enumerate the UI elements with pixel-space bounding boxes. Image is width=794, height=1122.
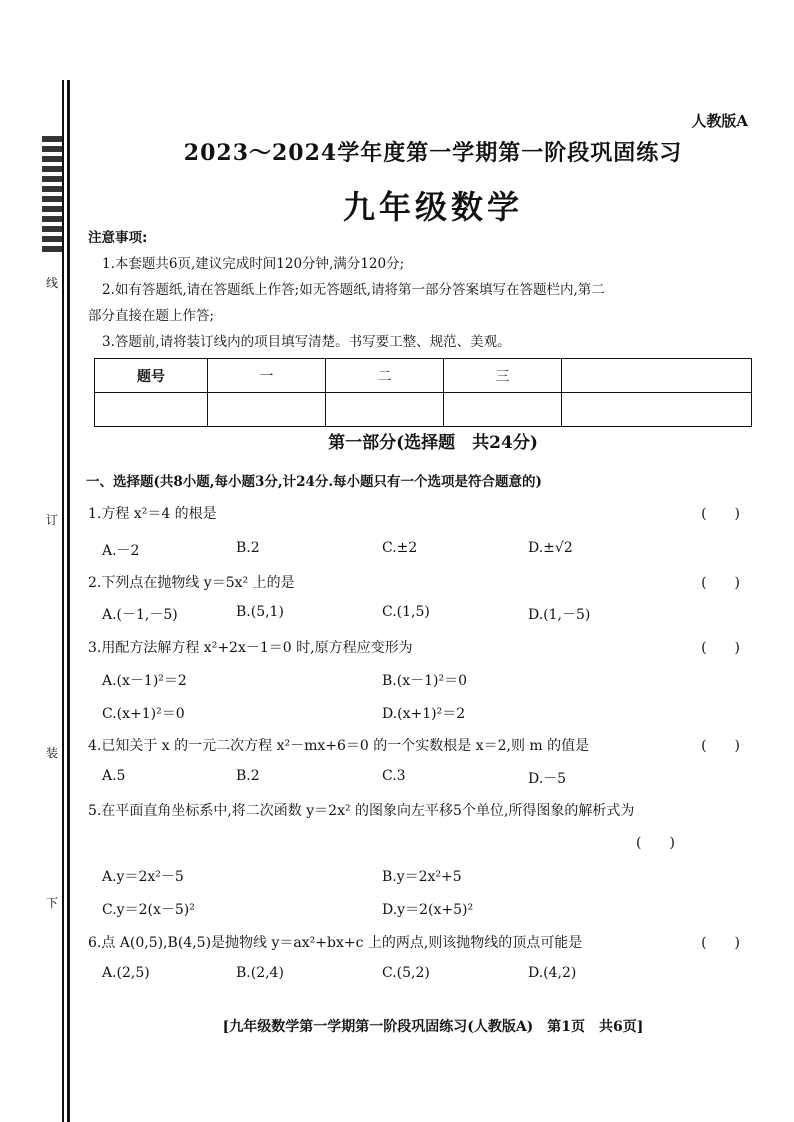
margin-char-xian: 线: [46, 276, 59, 290]
answer-paren[interactable]: ( ): [701, 935, 740, 951]
option-c[interactable]: C.(1,5): [382, 604, 430, 620]
option-a[interactable]: A.－2: [102, 543, 140, 559]
option-d[interactable]: D.±√2: [528, 540, 573, 556]
score-header-cell: 题号: [95, 359, 208, 393]
page-footer: [九年级数学第一学期第一阶段巩固练习(人教版A) 第1页 共6页]: [222, 1019, 644, 1035]
score-table-header: [95, 359, 752, 393]
option-b[interactable]: B.(2,4): [236, 965, 284, 981]
answer-paren[interactable]: ( ): [701, 640, 740, 656]
option-a[interactable]: A.(－1,－5): [102, 607, 178, 623]
answer-paren[interactable]: ( ): [701, 575, 740, 591]
exam-title: 2023～2024学年度第一学期第一阶段巩固练习: [183, 140, 683, 166]
question-stem: 5.在平面直角坐标系中,将二次函数 y＝2x² 的图象向左平移5个单位,所得图象的解析式为: [88, 803, 635, 819]
notice-item-2: 2.如有答题纸,请在答题纸上作答;如无答题纸,请将第一部分答案填写在答题栏内,第二: [102, 282, 605, 298]
option-d[interactable]: D.(4,2): [528, 965, 577, 981]
question-stem: 1.方程 x²＝4 的根是: [88, 506, 217, 522]
score-cell[interactable]: [208, 393, 326, 427]
question-stem: 4.已知关于 x 的一元二次方程 x²－mx+6＝0 的一个实数根是 x＝2,则 m 的值是: [88, 738, 590, 754]
answer-paren[interactable]: ( ): [636, 835, 675, 851]
option-d[interactable]: D.(1,－5): [528, 607, 591, 623]
part-title: 第一部分(选择题 共24分): [328, 433, 538, 453]
notice-item-3: 3.答题前,请将装订线内的项目填写清楚。书写要工整、规范、美观。: [102, 334, 511, 350]
binding-line-outer: [62, 80, 64, 1122]
option-c[interactable]: C.(x+1)²＝0: [102, 706, 185, 722]
option-d[interactable]: D.－5: [528, 771, 567, 787]
question-stem: 2.下列点在抛物线 y＝5x² 上的是: [88, 575, 295, 591]
option-c[interactable]: C.(5,2): [382, 965, 430, 981]
binding-line-inner: [67, 80, 70, 1122]
option-d[interactable]: D.y＝2(x+5)²: [382, 902, 474, 918]
option-d[interactable]: D.(x+1)²＝2: [382, 706, 466, 722]
notice-item-2-cont: 部分直接在题上作答;: [88, 308, 215, 324]
section-description: 一、选择题(共8小题,每小题3分,计24分.每小题只有一个选项是符合题意的): [86, 474, 542, 490]
option-b[interactable]: B.(5,1): [236, 604, 284, 620]
notice-heading: 注意事项:: [88, 230, 148, 246]
score-cell[interactable]: [444, 393, 562, 427]
score-table: [94, 358, 752, 427]
qr-code-icon: [42, 132, 62, 252]
margin-char-ding: 订: [46, 513, 59, 527]
margin-char-xia: 下: [46, 896, 59, 910]
score-cell[interactable]: [562, 393, 752, 427]
score-table-row: [95, 393, 752, 427]
option-c[interactable]: C.3: [382, 768, 406, 784]
score-cell[interactable]: [326, 393, 444, 427]
question-stem: 6.点 A(0,5),B(4,5)是抛物线 y＝ax²+bx+c 上的两点,则该抛物线的顶点可能是: [88, 935, 583, 951]
question-stem: 3.用配方法解方程 x²+2x－1＝0 时,原方程应变形为: [88, 640, 413, 656]
option-b[interactable]: B.2: [236, 768, 260, 784]
option-b[interactable]: B.2: [236, 540, 260, 556]
score-header-cell: 二: [326, 359, 444, 393]
edition-label: 人教版A: [691, 112, 748, 130]
subject-title: 九年级数学: [342, 188, 523, 226]
option-b[interactable]: B.(x－1)²＝0: [382, 673, 467, 689]
option-c[interactable]: C.y＝2(x－5)²: [102, 902, 195, 918]
option-b[interactable]: B.y＝2x²+5: [382, 869, 462, 885]
binding-margin: [0, 0, 80, 1122]
score-header-cell: [562, 359, 752, 393]
option-c[interactable]: C.±2: [382, 540, 418, 556]
answer-paren[interactable]: ( ): [701, 738, 740, 754]
answer-paren[interactable]: ( ): [701, 506, 740, 522]
score-header-cell: 一: [208, 359, 326, 393]
option-a[interactable]: A.(x－1)²＝2: [102, 673, 187, 689]
option-a[interactable]: A.y＝2x²－5: [102, 869, 184, 885]
score-header-cell: 三: [444, 359, 562, 393]
notice-item-1: 1.本套题共6页,建议完成时间120分钟,满分120分;: [102, 256, 405, 272]
option-a[interactable]: A.5: [102, 768, 126, 784]
score-cell[interactable]: [95, 393, 208, 427]
margin-char-zhuang: 装: [46, 746, 59, 760]
option-a[interactable]: A.(2,5): [102, 965, 150, 981]
notice-block: [88, 225, 778, 355]
